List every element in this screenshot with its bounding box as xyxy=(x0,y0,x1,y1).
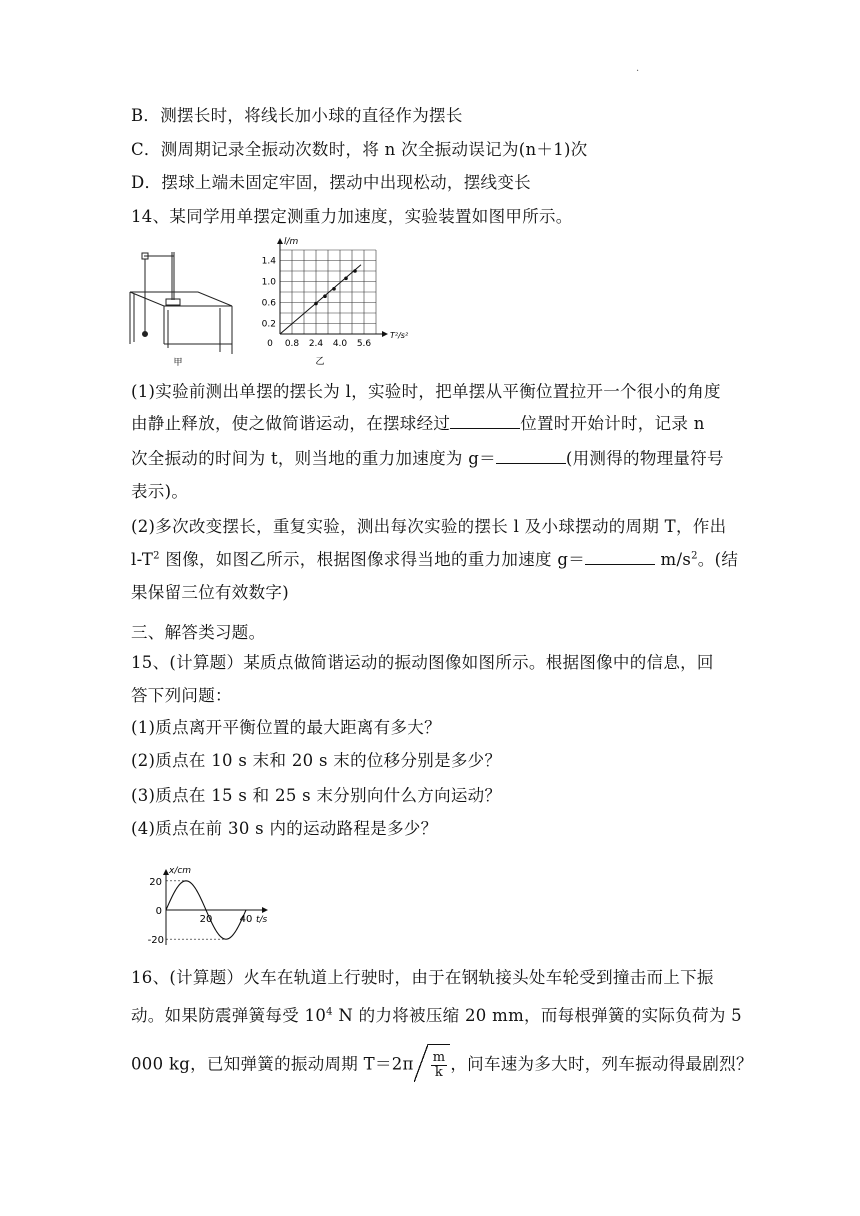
q15-sub2: (2)质点在 10 s 末和 20 s 末的位移分别是多少？ xyxy=(131,751,502,770)
x-axis-arrow xyxy=(262,907,268,913)
answer-blank-position[interactable] xyxy=(450,414,520,429)
q14-part2-lt: l-T xyxy=(131,550,154,569)
q14-part2-sup: 2 xyxy=(153,550,160,562)
section-3-heading: 三、解答类习题。 xyxy=(131,623,266,642)
q14-part2-unit-sup: 2 xyxy=(691,550,698,562)
x-tick-label: 4.0 xyxy=(332,339,348,349)
q15-line1: 15、(计算题）某质点做简谐运动的振动图像如图所示。根据图像中的信息，回 xyxy=(131,653,714,672)
fraction-m-over-k xyxy=(431,1051,448,1080)
y-axis-arrow xyxy=(277,238,283,244)
x-tick-label: 2.4 xyxy=(308,339,324,349)
x-tick-label: 0 xyxy=(267,339,273,349)
q14-part1-line2 xyxy=(131,414,705,434)
fig-yi-label: 乙 xyxy=(315,357,325,367)
x-axis-arrow xyxy=(382,331,388,337)
option-c: C．测周期记录全振动次数时，将 n 次全振动误记为(n＋1)次 xyxy=(131,140,588,159)
fraction-denominator: k xyxy=(434,1065,444,1080)
data-point xyxy=(314,302,318,306)
x-tick-label: 40 xyxy=(239,914,253,925)
q14-part2-unit: m/s xyxy=(655,550,692,569)
q14-part2-line1: (2)多次改变摆长，重复实验，测出每次实验的摆长 l 及小球摆动的周期 T，作出 xyxy=(131,517,727,536)
data-point xyxy=(323,294,327,298)
q15-sub3: (3)质点在 15 s 和 25 s 末分别向什么方向运动？ xyxy=(131,786,502,805)
fraction-numerator: m xyxy=(432,1050,446,1065)
y-tick-label: 0 xyxy=(155,906,162,917)
q14-part1-line4: 表示)。 xyxy=(131,482,189,501)
answer-blank-g-formula[interactable] xyxy=(496,449,566,464)
y-tick-label: 0.2 xyxy=(261,319,276,330)
data-point xyxy=(332,287,336,291)
corner-mark: · xyxy=(636,66,640,77)
q15-line2: 答下列问题： xyxy=(131,686,232,705)
data-point xyxy=(353,269,357,273)
option-d: D．摆球上端未固定牢固，摆动中出现松动，摆线变长 xyxy=(131,173,531,192)
y-axis-label: l/m xyxy=(284,237,299,247)
y-tick-label: 0.6 xyxy=(261,298,276,309)
q14-stem: 14、某同学用单摆定测重力加速度，实验装置如图甲所示。 xyxy=(131,207,573,226)
q16-line2-a: 动。如果防震弹簧每受 10 xyxy=(131,1006,327,1025)
pendulum-apparatus-figure xyxy=(128,244,238,368)
q16-line1: 16、(计算题）火车在轨道上行驶时，由于在钢轨接头处车轮受到撞击而上下振 xyxy=(131,968,714,987)
q16-line2-b: N 的力将被压缩 20 mm，而每根弹簧的实际负荷为 5 xyxy=(332,1006,742,1025)
q16-power: 4 xyxy=(326,1006,333,1018)
q14-part2-line2 xyxy=(131,550,738,570)
x-t-vibration-graph xyxy=(140,858,280,950)
y-tick-label: 1.0 xyxy=(261,277,276,288)
q14-part2-line3: 果保留三位有效数字) xyxy=(131,583,289,602)
l-t2-graph xyxy=(250,236,420,370)
q16-line2 xyxy=(131,1006,742,1026)
q14-part1-line2-b: 位置时开始计时，记录 n xyxy=(520,414,705,433)
x-tick-label: 20 xyxy=(199,914,213,925)
answer-blank-g-value[interactable] xyxy=(585,550,655,565)
y-tick-label: 20 xyxy=(149,876,162,888)
q14-part1-line3 xyxy=(131,449,724,469)
fig-jia-label: 甲 xyxy=(173,358,183,368)
q14-part2-line2-d: 。(结 xyxy=(697,550,739,569)
x-axis-label: t/s xyxy=(256,915,268,925)
data-point xyxy=(344,277,348,281)
y-tick-label: 1.4 xyxy=(261,256,276,267)
q14-part1-line3-b: (用测得的物理量符号 xyxy=(565,449,724,468)
y-tick-label: -20 xyxy=(147,935,164,947)
q14-part2-line2-b: 图像，如图乙所示，根据图像求得当地的重力加速度 g＝ xyxy=(159,550,585,569)
q15-sub1: (1)质点离开平衡位置的最大距离有多大？ xyxy=(131,718,441,737)
x-tick-label: 5.6 xyxy=(356,339,372,349)
q14-part1-line2-a: 由静止释放，使之做简谐运动，在摆球经过 xyxy=(131,414,451,433)
x-tick-label: 0.8 xyxy=(284,339,300,349)
q16-line3 xyxy=(131,1044,753,1085)
q16-line3-b: ，问车速为多大时，列车振动得最剧烈？ xyxy=(450,1054,753,1074)
option-b: B．测摆长时，将线长加小球的直径作为摆长 xyxy=(131,106,463,125)
x-axis-label: T²/s² xyxy=(390,331,409,340)
q14-part1-line1: (1)实验前测出单摆的摆长为 l，实验时，把单摆从平衡位置拉开一个很小的角度 xyxy=(131,382,721,401)
q15-sub4: (4)质点在前 30 s 内的运动路程是多少？ xyxy=(131,819,438,838)
y-axis-label: x/cm xyxy=(169,866,192,876)
q14-part1-line3-a: 次全振动的时间为 t，则当地的重力加速度为 g＝ xyxy=(131,449,496,468)
q16-line3-a: 000 kg，已知弹簧的振动周期 T＝2π xyxy=(131,1054,414,1074)
sqrt-symbol xyxy=(428,1044,451,1085)
